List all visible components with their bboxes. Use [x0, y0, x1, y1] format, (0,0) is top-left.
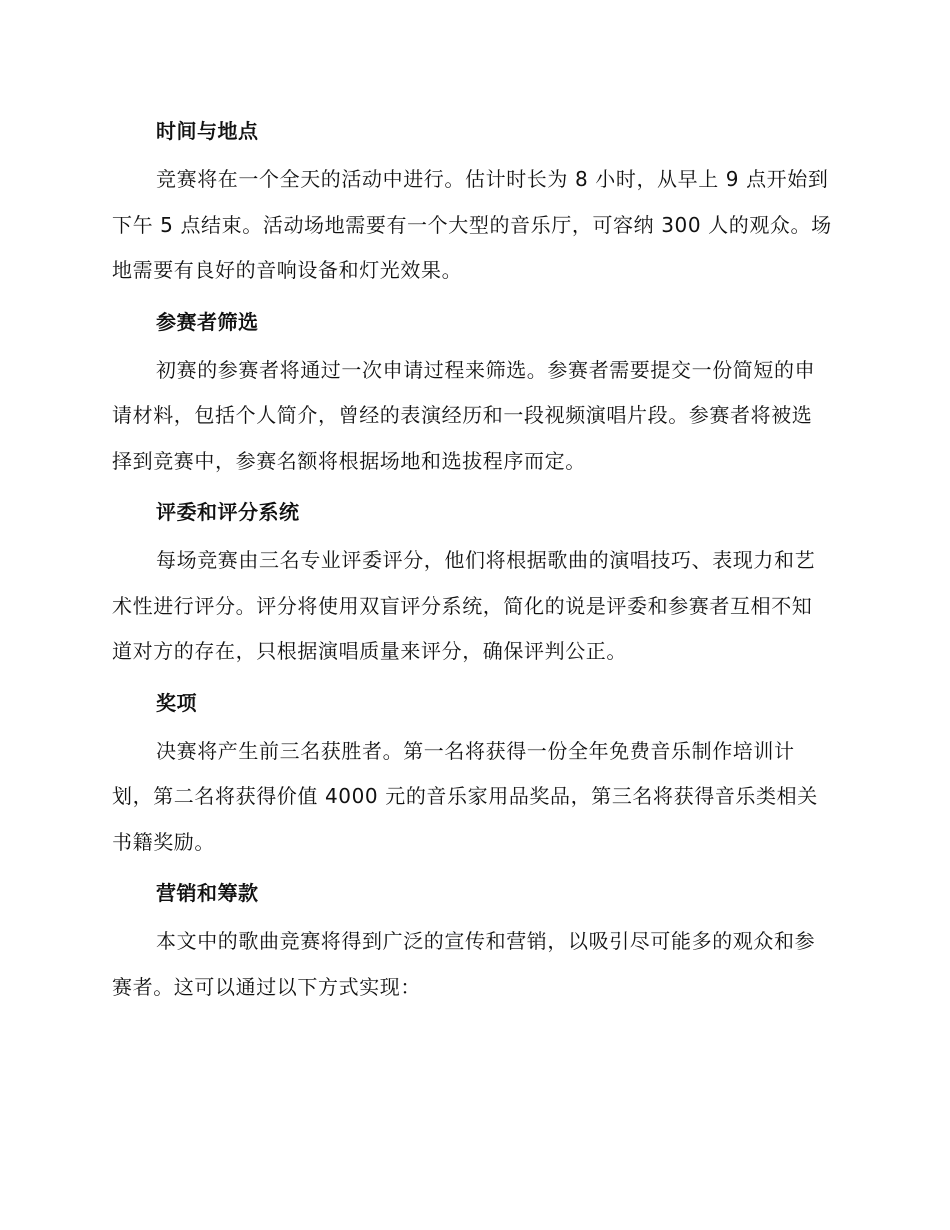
section-paragraph: 竞赛将在一个全天的活动中进行。估计时长为 8 小时，从早上 9 点开始到下午 5 点结束。活动场地需要有一个大型的音乐厅，可容纳 300 人的观众。场地需要有良好的音响设备和灯光效果。	[112, 167, 832, 282]
section-awards	[112, 680, 832, 866]
section-judges-scoring	[112, 489, 832, 675]
section-paragraph: 本文中的歌曲竞赛将得到广泛的宣传和营销，以吸引尽可能多的观众和参赛者。这可以通过以下方式实现：	[112, 929, 816, 999]
document-page	[112, 108, 832, 1015]
section-paragraph: 初赛的参赛者将通过一次申请过程来筛选。参赛者需要提交一份简短的申请材料，包括个人简介，曾经的表演经历和一段视频演唱片段。参赛者将被选择到竞赛中，参赛名额将根据场地和选拔程序而定。	[112, 357, 816, 473]
section-time-location	[112, 108, 832, 294]
section-heading: 参赛者筛选	[156, 309, 259, 334]
section-paragraph: 每场竞赛由三名专业评委评分，他们将根据歌曲的演唱技巧、表现力和艺术性进行评分。评分将使用双盲评分系统，简化的说是评委和参赛者互相不知道对方的存在，只根据演唱质量来评分，确保评判公正。	[112, 548, 816, 663]
section-heading: 奖项	[156, 690, 197, 715]
section-marketing-fundraising	[112, 870, 832, 1010]
section-participant-selection	[112, 299, 832, 485]
section-heading: 评委和评分系统	[156, 500, 300, 524]
section-heading: 时间与地点	[156, 119, 259, 143]
section-paragraph: 决赛将产生前三名获胜者。第一名将获得一份全年免费音乐制作培训计划，第二名将获得价值 4000 元的音乐家用品奖品，第三名将获得音乐类相关书籍奖励。	[112, 738, 818, 854]
section-heading: 营销和筹款	[156, 881, 259, 905]
